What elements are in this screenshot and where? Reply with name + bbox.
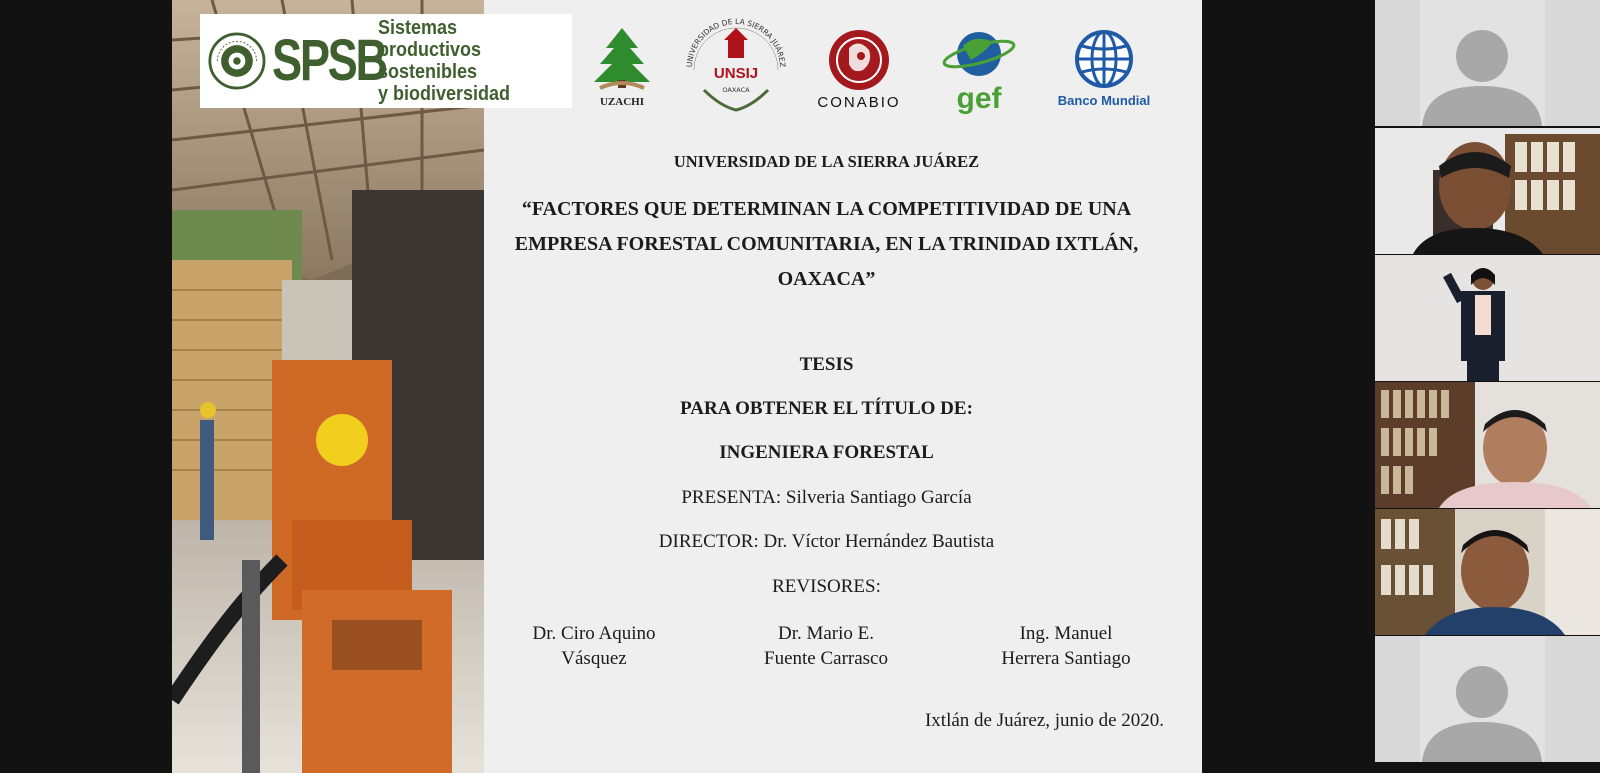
thesis-title-line-1: “FACTORES QUE DETERMINAN LA COMPETITIVIDAD DE UNA — [521, 198, 1132, 220]
gef-logo — [939, 28, 1019, 114]
unsij-seal-icon — [684, 12, 788, 116]
thesis-title — [484, 192, 1169, 297]
degree-heading: INGENIERA FORESTAL — [719, 442, 934, 463]
revisor-2 — [726, 621, 926, 671]
uzachi-label: UZACHI — [599, 96, 644, 108]
thesis-title-line-2: EMPRESA FORESTAL COMUNITARIA, EN LA TRINIDAD IXTLÁN, — [514, 233, 1139, 255]
participant-tile-2[interactable] — [1375, 128, 1600, 254]
revisor-2-line-1: Dr. Mario E. — [777, 623, 875, 644]
slide-content — [484, 0, 1202, 773]
spsb-line-1: Sistemas productivos — [377, 17, 481, 61]
unsij-label: UNSIJ — [713, 65, 759, 82]
revisor-1 — [494, 621, 694, 671]
participant-video-4 — [1375, 382, 1600, 508]
para-obtener-heading: PARA OBTENER EL TÍTULO DE: — [680, 398, 973, 419]
participant-video-2 — [1375, 128, 1600, 254]
unsij-bottom-label: OAXACA — [722, 86, 750, 94]
spsb-line-2: sostenibles — [377, 61, 477, 83]
participant-tile-5[interactable] — [1375, 509, 1600, 635]
world-globe-icon — [1074, 28, 1134, 90]
participant-tile-1[interactable] — [1375, 0, 1600, 126]
presenta-line: PRESENTA: Silveria Santiago García — [681, 487, 972, 508]
unsij-ring-text: UNIVERSIDAD DE LA SIERRA JUÁREZ — [684, 16, 788, 68]
participant-tile-3[interactable] — [1375, 255, 1600, 381]
thesis-title-line-3: OAXACA” — [777, 268, 876, 290]
banco-mundial-logo — [1054, 28, 1154, 108]
revisor-2-line-2: Fuente Carrasco — [764, 648, 888, 669]
default-avatar-icon — [1420, 636, 1545, 762]
banco-mundial-label: Banco Mundial — [1057, 93, 1151, 108]
gef-globe-icon — [941, 28, 1017, 114]
gef-label: gef — [956, 82, 1002, 114]
revisores-label: REVISORES: — [772, 576, 881, 597]
spsb-acronym: SPSB — [271, 28, 386, 93]
uzachi-logo — [577, 26, 667, 108]
gap-bar — [1202, 0, 1375, 773]
revisor-3-line-1: Ing. Manuel — [1019, 623, 1113, 644]
director-line: DIRECTOR: Dr. Víctor Hernández Bautista — [658, 531, 995, 552]
unsij-logo — [681, 12, 791, 120]
spsb-line-3: y biodiversidad — [377, 83, 510, 105]
conabio-logo — [804, 28, 914, 111]
participant-tile-6[interactable] — [1375, 636, 1600, 762]
place-date: Ixtlán de Juárez, junio de 2020. — [924, 710, 1164, 731]
shared-slide — [172, 0, 1202, 773]
conabio-label: CONABIO — [817, 94, 901, 111]
revisor-1-line-2: Vásquez — [561, 648, 627, 669]
pine-tree-icon — [586, 26, 658, 96]
sawmill-photo — [172, 0, 484, 773]
revisor-1-line-1: Dr. Ciro Aquino — [532, 623, 656, 644]
tesis-heading: TESIS — [799, 354, 854, 375]
conabio-glyph-icon — [827, 28, 891, 92]
participant-video-3 — [1375, 255, 1600, 381]
default-avatar-icon — [1420, 0, 1545, 126]
corredor-seal-icon — [208, 30, 266, 92]
revisor-3 — [966, 621, 1166, 671]
revisor-3-line-2: Herrera Santiago — [1001, 648, 1131, 669]
participant-video-5 — [1375, 509, 1600, 635]
university-heading: UNIVERSIDAD DE LA SIERRA JUÁREZ — [673, 152, 980, 171]
participant-tile-4[interactable] — [1375, 382, 1600, 508]
